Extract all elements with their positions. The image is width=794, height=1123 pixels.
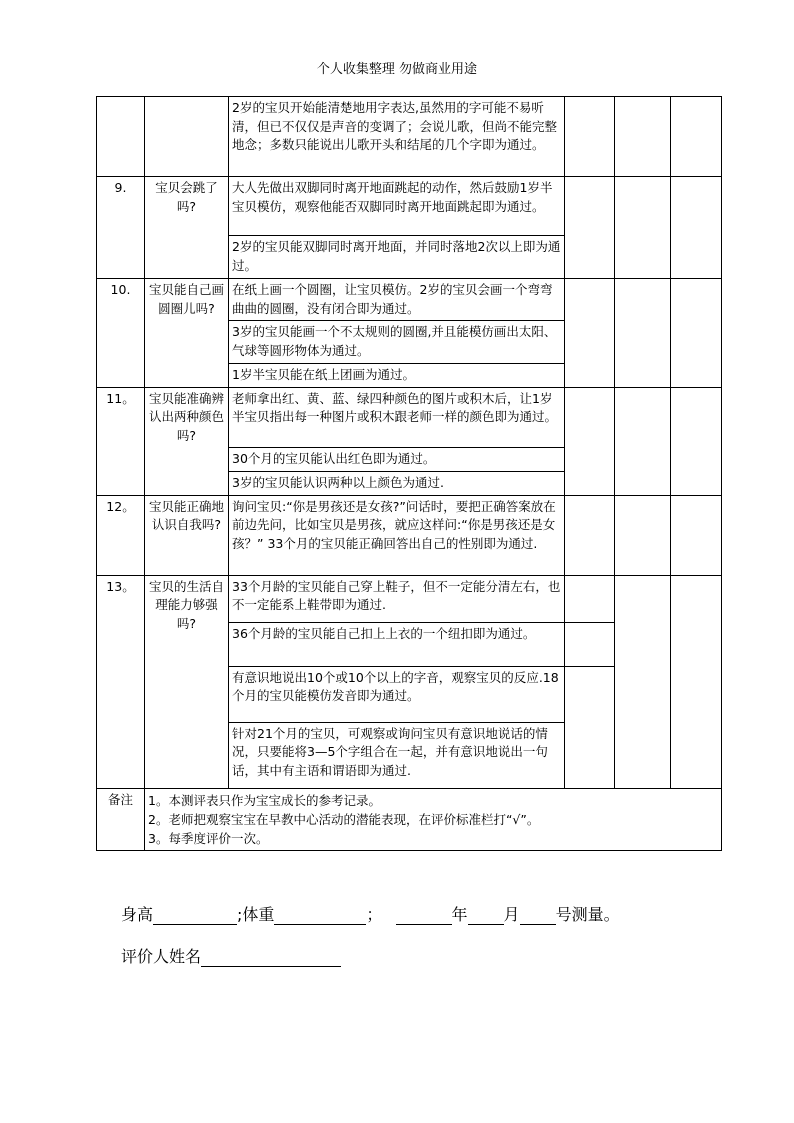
notes-cell <box>145 788 722 850</box>
criteria-cell: 36个月龄的宝贝能自己扣上上衣的一个纽扣即为通过。 <box>229 622 565 666</box>
table-row <box>97 97 722 177</box>
evaluation-table <box>96 96 722 851</box>
table-row <box>97 495 722 575</box>
height-label: 身高 <box>121 905 154 924</box>
notes-label: 备注 <box>97 788 145 850</box>
score-cell[interactable] <box>671 495 722 575</box>
score-cell[interactable] <box>565 622 615 666</box>
row-item: 宝贝能准确辨认出两种颜色吗? <box>145 387 229 495</box>
score-cell[interactable] <box>615 495 671 575</box>
criteria-cell: 1岁半宝贝能在纸上团画为通过。 <box>229 364 565 388</box>
table-row <box>97 279 722 321</box>
table-row <box>97 575 722 622</box>
measurement-line <box>121 902 620 925</box>
note-line: 2。老师把观察宝宝在早教中心活动的潜能表现，在评价标准栏打“√”。 <box>148 811 540 827</box>
score-cell[interactable] <box>671 387 722 495</box>
row-number <box>97 97 145 177</box>
day-field[interactable] <box>520 906 556 925</box>
row-item: 宝贝会跳了吗? <box>145 177 229 279</box>
criteria-cell: 33个月龄的宝贝能自己穿上鞋子，但不一定能分清左右，也不一定能系上鞋带即为通过. <box>229 575 565 622</box>
criteria-cell: 3岁的宝贝能认识两种以上颜色为通过. <box>229 471 565 495</box>
table-row <box>97 387 722 447</box>
note-line: 1。本测评表只作为宝宝成长的参考记录。 <box>148 792 381 808</box>
score-cell[interactable] <box>615 97 671 177</box>
row-number: 9. <box>97 177 145 279</box>
criteria-cell: 大人先做出双脚同时离开地面跳起的动作，然后鼓励1岁半宝贝模仿，观察他能否双脚同时离开地面跳起即为通过。 <box>229 177 565 236</box>
row-item: 宝贝的生活自理能力够强吗? <box>145 575 229 788</box>
criteria-cell: 30个月的宝贝能认出红色即为通过。 <box>229 447 565 471</box>
table-row <box>97 177 722 236</box>
score-cell[interactable] <box>565 666 615 788</box>
score-cell[interactable] <box>565 495 615 575</box>
row-number: 11。 <box>97 387 145 495</box>
notes-row <box>97 788 722 850</box>
page-header: 个人收集整理 勿做商业用途 <box>316 62 478 77</box>
row-item <box>145 97 229 177</box>
year-label: 年 <box>451 905 468 924</box>
score-cell[interactable] <box>565 575 615 622</box>
score-cell[interactable] <box>565 97 615 177</box>
score-cell[interactable] <box>615 387 671 495</box>
row-item: 宝贝能正确地认识自我吗? <box>145 495 229 575</box>
criteria-cell: 2岁的宝贝开始能清楚地用字表达,虽然用的字可能不易听清，但已不仅仅是声音的变调了；会说儿歌，但尚不能完整地念；多数只能说出儿歌开头和结尾的几个字即为通过。 <box>229 97 565 177</box>
criteria-cell: 3岁的宝贝能画一个不太规则的圆圈,并且能模仿画出太阳、气球等圆形物体为通过。 <box>229 321 565 364</box>
criteria-cell: 有意识地说出10个或10个以上的字音，观察宝贝的反应.18个月的宝贝能模仿发音即为通过。 <box>229 666 565 722</box>
score-cell[interactable] <box>615 177 671 279</box>
row-number: 10. <box>97 279 145 388</box>
month-field[interactable] <box>468 906 504 925</box>
score-cell[interactable] <box>565 177 615 279</box>
score-cell[interactable] <box>565 387 615 495</box>
weight-label: ;体重 <box>237 905 275 924</box>
score-cell[interactable] <box>671 575 722 788</box>
month-label: 月 <box>503 905 520 924</box>
score-cell[interactable] <box>671 97 722 177</box>
row-number: 13。 <box>97 575 145 788</box>
score-cell[interactable] <box>565 279 615 388</box>
year-field[interactable] <box>396 906 452 925</box>
separator: ； <box>366 905 383 924</box>
score-cell[interactable] <box>615 279 671 388</box>
score-cell[interactable] <box>671 279 722 388</box>
criteria-cell: 针对21个月的宝贝，可观察或询问宝贝有意识地说话的情况，只要能将3—5个字组合在一起，并有意识地说出一句话，其中有主语和谓语即为通过. <box>229 722 565 788</box>
score-cell[interactable] <box>615 575 671 788</box>
score-cell[interactable] <box>671 177 722 279</box>
day-label: 号测量。 <box>555 905 620 924</box>
evaluator-field[interactable] <box>201 948 341 967</box>
criteria-cell: 询问宝贝:“你是男孩还是女孩?”问话时，要把正确答案放在前边先问，比如宝贝是男孩，就应这样问:“你是男孩还是女孩？” 33个月的宝贝能正确回答出自己的性别即为通过. <box>229 495 565 575</box>
height-field[interactable] <box>153 906 237 925</box>
weight-field[interactable] <box>274 906 366 925</box>
evaluator-line <box>121 944 341 967</box>
criteria-cell: 2岁的宝贝能双脚同时离开地面，并同时落地2次以上即为通过。 <box>229 236 565 279</box>
criteria-cell: 老师拿出红、黄、蓝、绿四种颜色的图片或积木后，让1岁半宝贝指出每一种图片或积木跟老师一样的颜色即为通过。 <box>229 387 565 447</box>
criteria-cell: 在纸上画一个圆圈，让宝贝模仿。2岁的宝贝会画一个弯弯曲曲的圆圈，没有闭合即为通过。 <box>229 279 565 321</box>
row-number: 12。 <box>97 495 145 575</box>
note-line: 3。每季度评价一次。 <box>148 830 269 846</box>
row-item: 宝贝能自己画圆圈儿吗? <box>145 279 229 388</box>
evaluator-label: 评价人姓名 <box>121 947 202 966</box>
